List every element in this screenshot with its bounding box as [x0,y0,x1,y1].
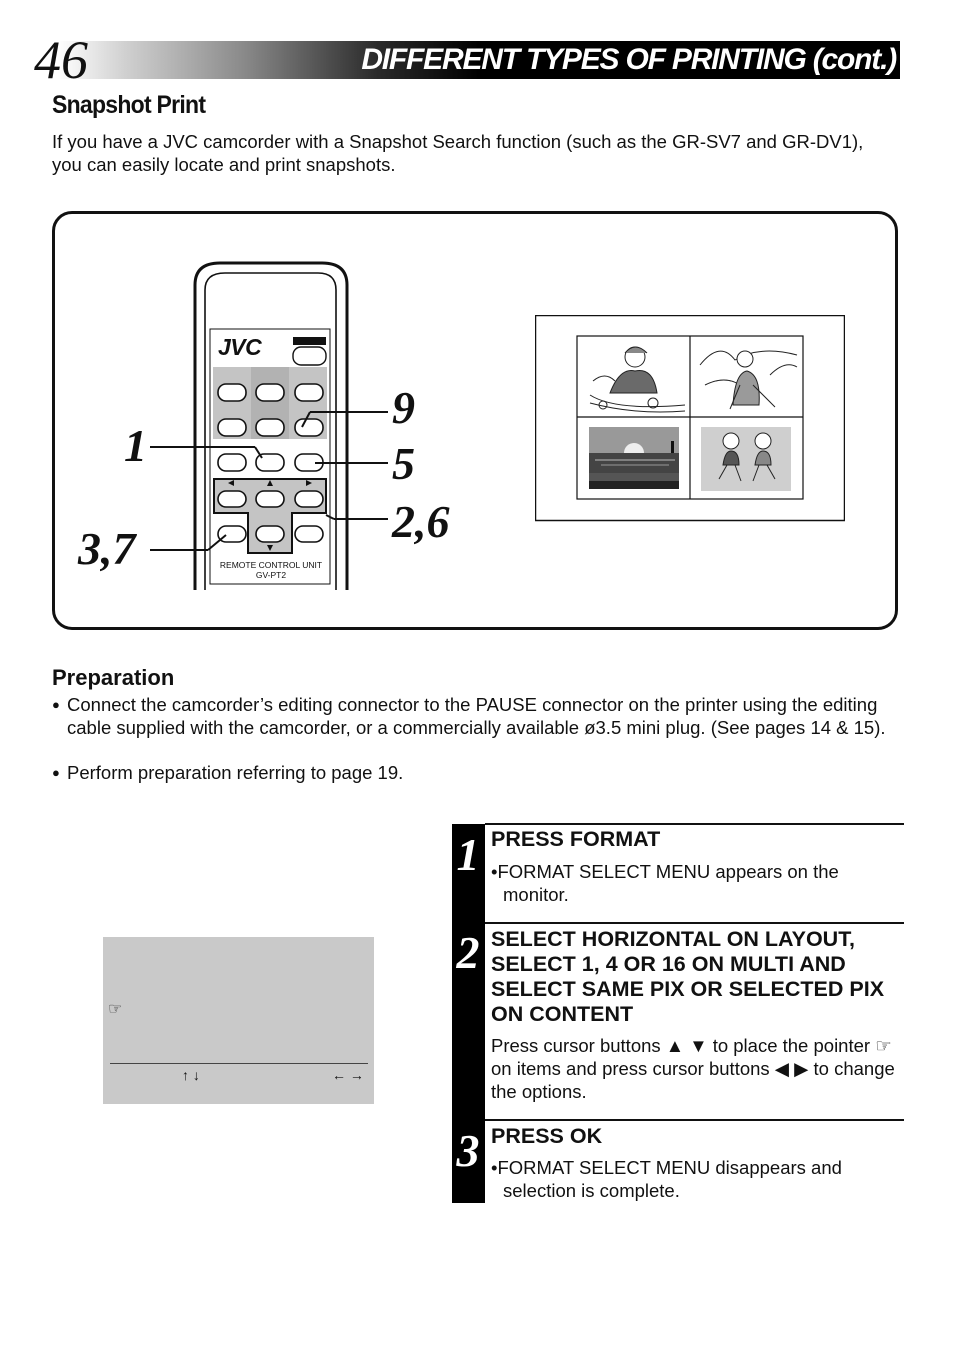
menu-up-down-hint: ↑ ↓ [182,1067,200,1083]
step-3-rule [485,1119,904,1121]
preparation-bullet-1 [52,693,892,739]
preparation-bullet-2 [52,761,892,784]
step-1-number: 1 [456,829,480,880]
step-1-rule [485,823,904,825]
remote-control-illustration [150,255,410,595]
section-title: Snapshot Print [52,91,206,119]
bullet-dot: ● [52,765,60,780]
page-title: DIFFERENT TYPES OF PRINTING (cont.) [361,43,896,76]
preparation-bullet-text: Connect the camcorder’s editing connector to the PAUSE connector on the printer using the editing cable supplied with the camcorder, or a commercially available ø3.5 mini plug. (See pages 14 & 15). [67,694,886,738]
thumbnail-kids [701,427,791,491]
pointer-icon: ☞ [108,1001,123,1018]
intro-paragraph: If you have a JVC camcorder with a Snapshot Search function (such as the GR-SV7 and GR-DV1), you can easily locate and print snapshots. [52,131,864,175]
remote-caption-line1: REMOTE CONTROL UNIT [219,560,323,570]
step-2-number: 2 [456,927,480,978]
callout-1: 1 [124,420,147,471]
step-2-heading: SELECT HORIZONTAL ON LAYOUT, SELECT 1, 4 OR 16 ON MULTI AND SELECT SAME PIX OR SELECTED PIX ON CONTENT [491,927,885,1026]
callout-5: 5 [392,438,415,489]
preparation-title: Preparation [52,665,175,690]
remote-caption-line2: GV-PT2 [255,570,287,580]
step-3-heading: PRESS OK [491,1124,603,1148]
step-1-heading: PRESS FORMAT [491,827,661,851]
step-2-text: Press cursor buttons ▲ ▼ to place the pointer ☞ on items and press cursor buttons ◀ ▶ to change the options. [491,1035,895,1102]
step-1-text: •FORMAT SELECT MENU appears on the monitor. [491,861,839,905]
menu-left-right-hint: ← → [332,1067,364,1083]
step-3-text: •FORMAT SELECT MENU disappears and selection is complete. [491,1157,842,1201]
print-preview-illustration [535,315,845,522]
callout-2-6: 2,6 [392,496,450,547]
step-2-rule [485,922,904,924]
callout-3-7: 3,7 [78,523,136,574]
bullet-dot: ● [52,697,60,712]
callout-9: 9 [392,382,415,433]
remote-caption [210,560,332,580]
page-number: 46 [34,30,88,90]
step-3-number: 3 [456,1125,480,1176]
remote-brand-logo: JVC [218,334,262,360]
menu-divider [110,1063,368,1064]
thumbnail-sunset [589,427,679,489]
preparation-bullet-text: Perform preparation referring to page 19. [67,762,404,783]
